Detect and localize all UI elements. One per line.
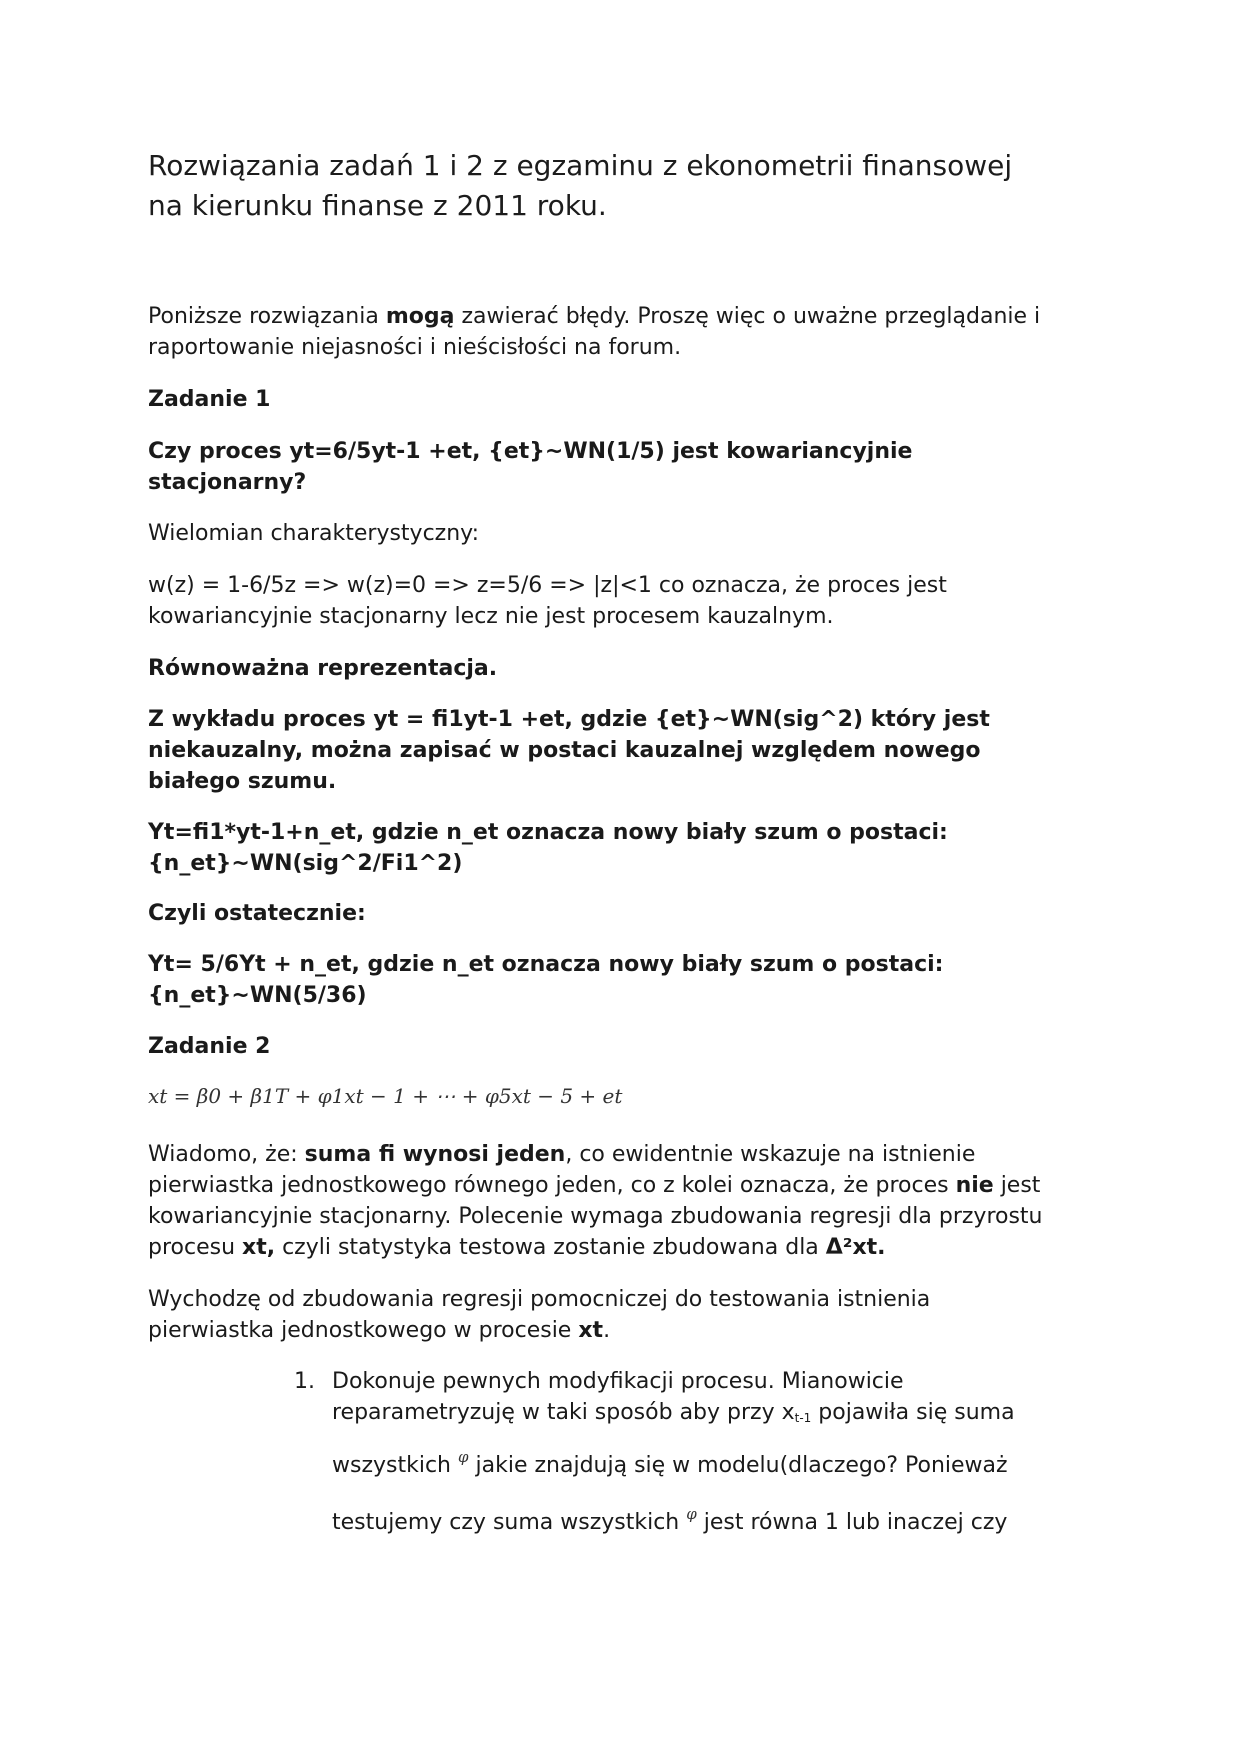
intro-text-line2: raportowanie niejasności i nieścisłości na forum. bbox=[148, 335, 682, 360]
wiadomo-line-4-cont: czyli statystyka testowa zostanie zbudowana dla bbox=[275, 1235, 826, 1260]
model-formula: xt = β0 + β1T + φ1xt − 1 + ⋯ + φ5xt − 5 + et bbox=[148, 1084, 623, 1108]
li4-text-end: jest równa 1 lub inaczej czy bbox=[696, 1510, 1008, 1535]
wiadomo-paragraph bbox=[148, 1139, 1108, 1263]
document-title bbox=[148, 146, 1108, 226]
question-line-2: stacjonarny? bbox=[148, 470, 307, 495]
rownowazna-heading: Równoważna reprezentacja. bbox=[148, 656, 498, 681]
zadanie-1-question bbox=[148, 436, 1108, 498]
zadanie-2-heading: Zadanie 2 bbox=[148, 1034, 271, 1059]
equation-paragraph bbox=[148, 570, 1108, 632]
equation-line-1: w(z) = 1-6/5z => w(z)=0 => z=5/6 => |z|<1 co oznacza, że proces jest bbox=[148, 573, 947, 598]
list-item-line-1: Dokonuje pewnych modyfikacji procesu. Mianowicie bbox=[332, 1369, 904, 1394]
subscript-t-1: t-1 bbox=[794, 1411, 812, 1425]
wiadomo-line-2: pierwiastka jednostkowego równego jeden, co z kolei oznacza, że proces bbox=[148, 1173, 956, 1198]
li2-text-end: pojawiła się suma bbox=[811, 1400, 1015, 1425]
intro-text: Poniższe rozwiązania bbox=[148, 304, 386, 329]
xt-bold-2: xt bbox=[578, 1318, 604, 1343]
zadanie-1-heading: Zadanie 1 bbox=[148, 387, 271, 412]
intro-paragraph bbox=[148, 301, 1108, 363]
final-paragraph bbox=[148, 949, 1108, 1011]
xt-bold: xt, bbox=[242, 1235, 276, 1260]
wychodze-line-2: pierwiastka jednostkowego w procesie bbox=[148, 1318, 579, 1343]
wiadomo-text: Wiadomo, że: bbox=[148, 1142, 305, 1167]
wychodze-line-1: Wychodzę od zbudowania regresji pomocniczej do testowania istnienia bbox=[148, 1287, 931, 1312]
czyli-heading: Czyli ostatecznie: bbox=[148, 901, 366, 926]
yt-paragraph bbox=[148, 817, 1108, 879]
equation-line-2: kowariancyjnie stacjonarny lecz nie jest procesem kauzalnym. bbox=[148, 604, 834, 629]
list-item-line-4 bbox=[332, 1499, 1007, 1538]
period: . bbox=[603, 1318, 611, 1343]
yt-line-2: {n_et}~WN(sig^2/Fi1^2) bbox=[148, 851, 463, 876]
list-item-line-3 bbox=[332, 1442, 1008, 1481]
wiadomo-text-cont: , co ewidentnie wskazuje na istnienie bbox=[565, 1142, 976, 1167]
question-line-1: Czy proces yt=6/5yt-1 +et, {et}~WN(1/5) jest kowariancyjnie bbox=[148, 439, 913, 464]
wyklad-line-3: białego szumu. bbox=[148, 769, 337, 794]
li3-text: wszystkich bbox=[332, 1453, 458, 1478]
wychodze-paragraph bbox=[148, 1284, 1108, 1346]
list-number: 1. bbox=[294, 1369, 315, 1394]
li3-text-end: jakie znajdują się w modelu(dlaczego? Ponieważ bbox=[468, 1453, 1008, 1478]
final-line-2: {n_et}~WN(5/36) bbox=[148, 983, 367, 1008]
final-line-1: Yt= 5/6Yt + n_et, gdzie n_et oznacza nowy biały szum o postaci: bbox=[148, 952, 944, 977]
nie-bold: nie bbox=[955, 1173, 994, 1198]
phi-symbol: φ bbox=[458, 1448, 469, 1466]
wyklad-line-2: niekauzalny, można zapisać w postaci kauzalnej względem nowego bbox=[148, 738, 981, 763]
title-line-1: Rozwiązania zadań 1 i 2 z egzaminu z ekonometrii finansowej bbox=[148, 149, 1013, 182]
intro-text-cont: zawierać błędy. Proszę więc o uważne przeglądanie i bbox=[454, 304, 1041, 329]
yt-line-1: Yt=fi1*yt-1+n_et, gdzie n_et oznacza nowy biały szum o postaci: bbox=[148, 820, 948, 845]
li2-text: reparametryzuję w taki sposób aby przy x bbox=[332, 1400, 795, 1425]
wyklad-paragraph bbox=[148, 704, 1108, 797]
intro-bold-word: mogą bbox=[385, 304, 455, 329]
suma-fi-bold: suma fi wynosi jeden bbox=[304, 1142, 566, 1167]
wyklad-line-1: Z wykładu proces yt = fi1yt-1 +et, gdzie {et}~WN(sig^2) który jest bbox=[148, 707, 990, 732]
li4-text: testujemy czy suma wszystkich bbox=[332, 1510, 687, 1535]
list-item-line-2 bbox=[332, 1397, 1015, 1434]
phi-symbol-2: φ bbox=[686, 1505, 697, 1523]
wiadomo-line-4: procesu bbox=[148, 1235, 243, 1260]
wiadomo-line-2-end: jest bbox=[993, 1173, 1041, 1198]
title-line-2: na kierunku finanse z 2011 roku. bbox=[148, 189, 607, 222]
wielomian-label: Wielomian charakterystyczny: bbox=[148, 521, 479, 546]
wiadomo-line-3: kowariancyjnie stacjonarny. Polecenie wymaga zbudowania regresji dla przyrostu bbox=[148, 1204, 1043, 1229]
delta-xt-bold: Δ²xt. bbox=[825, 1235, 886, 1260]
